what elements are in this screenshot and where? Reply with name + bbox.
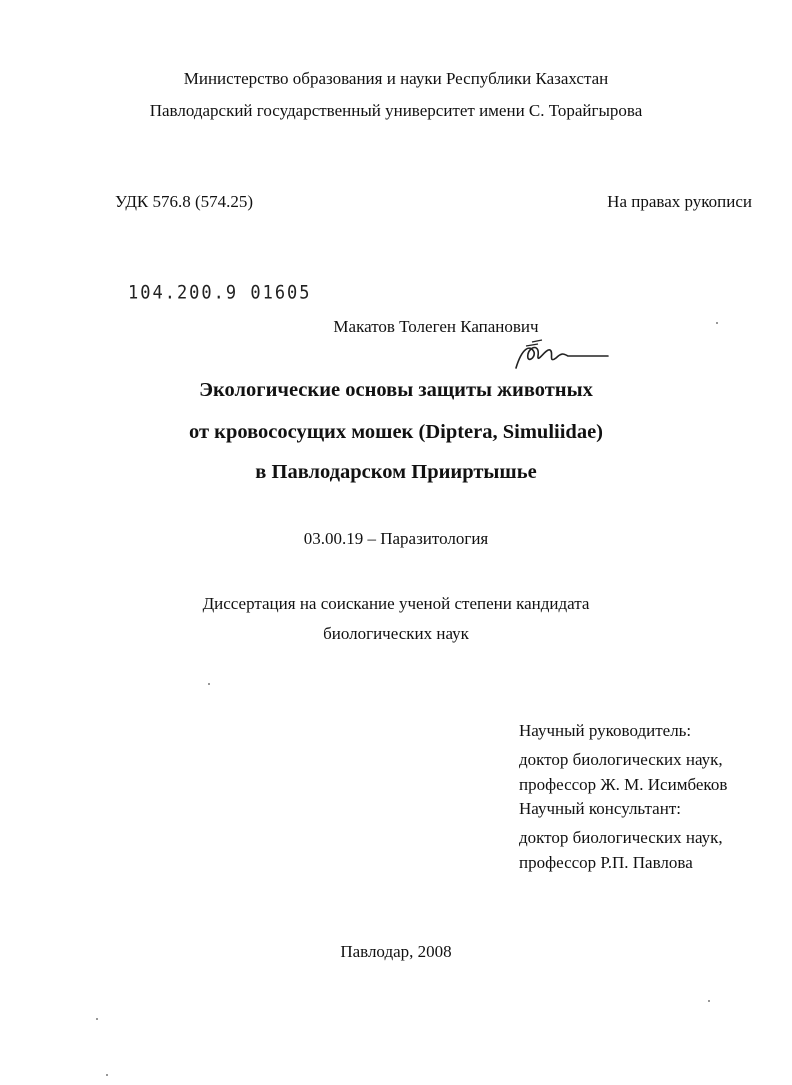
signature-image bbox=[512, 338, 612, 378]
city-year: Павлодар, 2008 bbox=[340, 942, 452, 961]
title-line-1: Экологические основы защиты животных bbox=[199, 379, 593, 401]
consultant-label: Научный консультант: bbox=[519, 799, 681, 818]
title-line-3: в Павлодарском Прииртышье bbox=[255, 461, 537, 483]
scan-speck bbox=[106, 1074, 108, 1076]
consultant-degree: доктор биологических наук, bbox=[519, 828, 723, 847]
advisor-name: профессор Ж. М. Исимбеков bbox=[519, 775, 728, 794]
consultant-name: профессор Р.П. Павлова bbox=[519, 853, 693, 872]
specialty: 03.00.19 – Паразитология bbox=[303, 529, 489, 548]
scan-speck bbox=[708, 1000, 710, 1002]
author-name: Макатов Толеген Капанович bbox=[333, 317, 539, 336]
dissertation-line-1: Диссертация на соискание ученой степени кандидата bbox=[202, 594, 590, 613]
advisor-degree: доктор биологических наук, bbox=[519, 750, 723, 769]
university-heading: Павлодарский государственный университет имени С. Торайгырова bbox=[149, 101, 643, 120]
scan-speck bbox=[96, 1018, 98, 1020]
ministry-heading: Министерство образования и науки Республики Казахстан bbox=[183, 69, 609, 88]
rights-notice: На правах рукописи bbox=[607, 192, 752, 211]
advisor-label: Научный руководитель: bbox=[519, 721, 692, 740]
scan-speck bbox=[208, 683, 210, 685]
udk-code: УДК 576.8 (574.25) bbox=[115, 192, 254, 211]
scan-speck bbox=[716, 322, 718, 324]
title-line-2: от кровососущих мошек (Diptera, Simuliidae) bbox=[188, 421, 603, 443]
registration-stamp: 104.200.9 01605 bbox=[128, 282, 312, 304]
dissertation-line-2: биологических наук bbox=[323, 624, 469, 643]
